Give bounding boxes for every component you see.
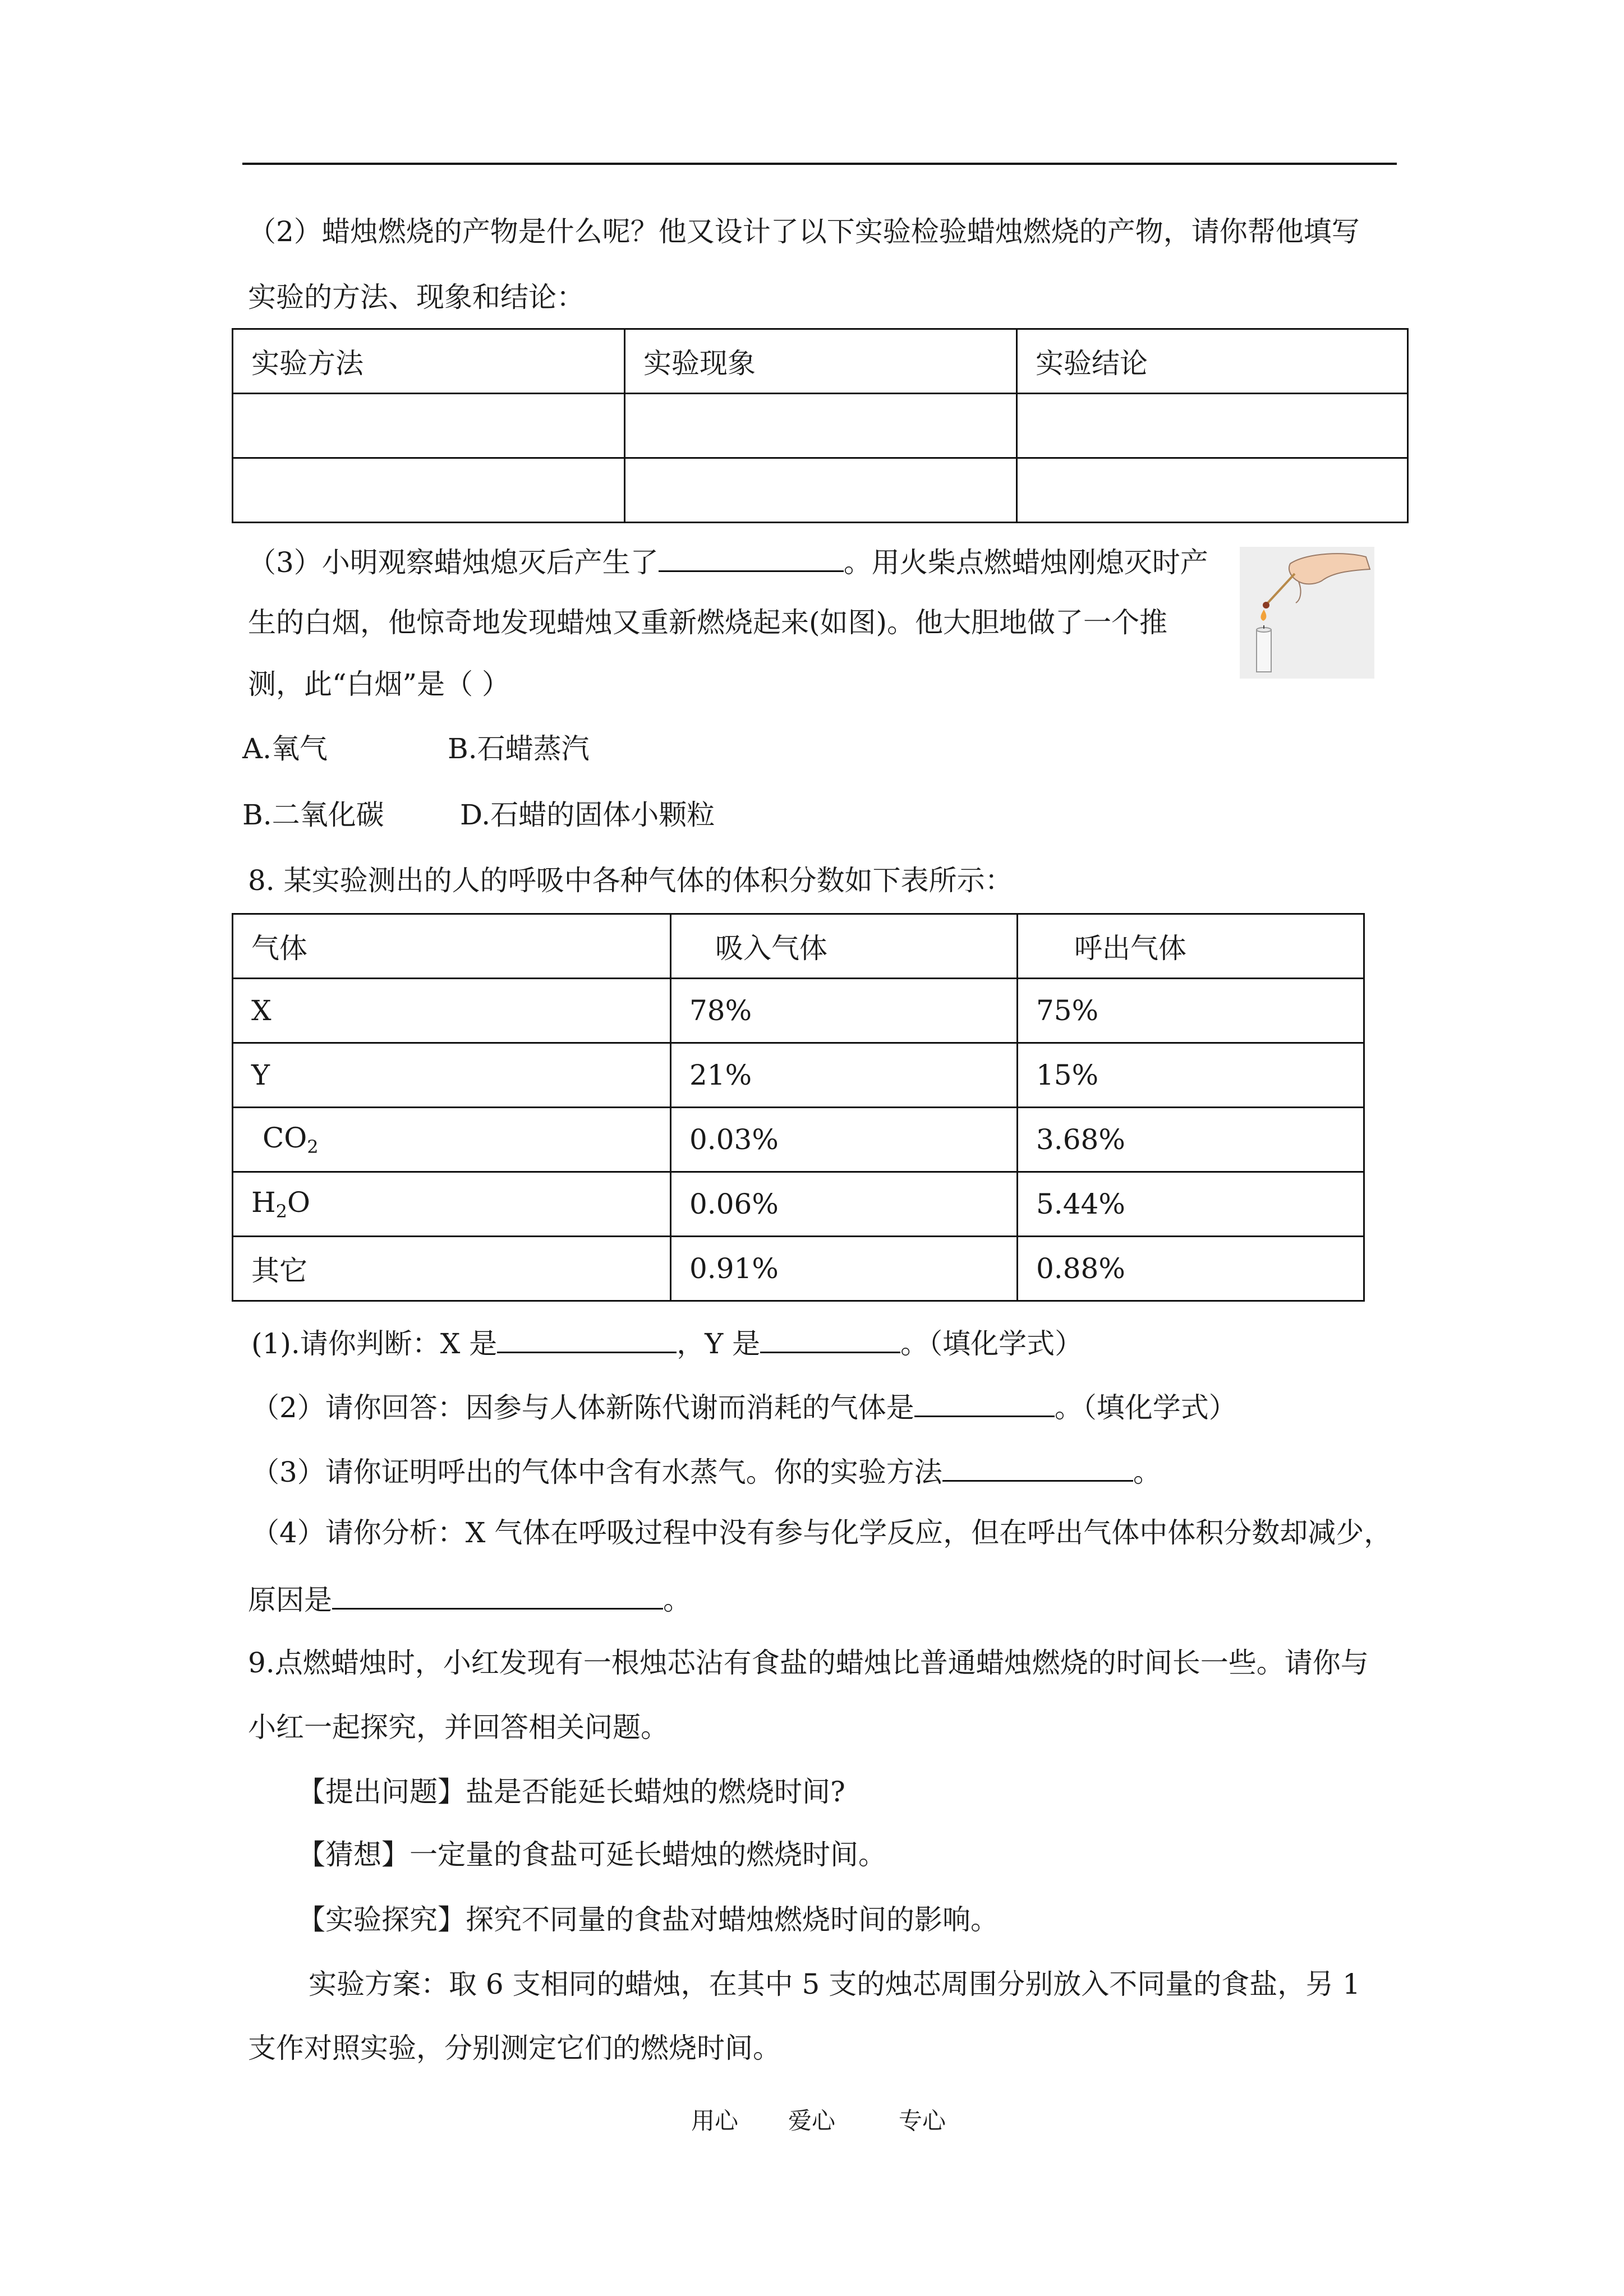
blank-cell	[625, 394, 1017, 458]
header-exhaled: 呼出气体	[1018, 914, 1364, 979]
exhaled-cell: 15%	[1018, 1043, 1364, 1108]
footer-word-1: 用心	[691, 2107, 739, 2134]
blank-cell	[1017, 458, 1408, 523]
q7-3-text-b: 。用火柴点燃蜡烛刚熄灭时产	[843, 546, 1208, 579]
answer-blank	[659, 541, 844, 572]
header-inhaled: 吸入气体	[671, 914, 1018, 979]
footer-word-2: 爱心	[788, 2107, 836, 2134]
q8-p4-line2	[248, 1579, 691, 1620]
q7-3-line2: 生的白烟，他惊奇地发现蜡烛又重新燃烧起来(如图)。他大胆地做了一个推	[248, 606, 1168, 639]
answer-blank	[497, 1322, 677, 1353]
option-c: B.二氧化碳	[242, 799, 384, 831]
answer-blank	[332, 1579, 663, 1610]
option-b: B.石蜡蒸汽	[448, 732, 590, 765]
table-row	[233, 1108, 1364, 1172]
q8-p4-text-a: 原因是	[248, 1584, 332, 1616]
q9-line1: 9.点燃蜡烛时，小红发现有一根烛芯沾有食盐的蜡烛比普通蜡烛燃烧的时间长一些。请你与	[248, 1647, 1369, 1679]
q8-p1-text-a: (1).请你判断：X 是	[251, 1327, 498, 1360]
header-rule	[242, 163, 1397, 165]
header-method: 实验方法	[233, 329, 625, 394]
q8-p4-line1: （4）请你分析：X 气体在呼吸过程中没有参与化学反应，但在呼出气体中体积分数却减少，	[251, 1516, 1392, 1549]
blank-cell	[625, 458, 1017, 523]
q8-p1-text-c: 。（填化学式）	[900, 1327, 1083, 1360]
table-row	[233, 329, 1408, 394]
blank-cell	[233, 458, 625, 523]
exhaled-cell: 75%	[1018, 979, 1364, 1043]
header-conclusion: 实验结论	[1017, 329, 1408, 394]
inhaled-cell: 0.06%	[671, 1172, 1018, 1237]
answer-blank	[760, 1322, 900, 1353]
table-row	[233, 394, 1408, 458]
q8-p1-text-b: ，Y 是	[677, 1327, 761, 1360]
q8-p2	[251, 1386, 1237, 1427]
table-row	[233, 458, 1408, 523]
q7-3-line1	[248, 541, 1208, 582]
table-row	[233, 979, 1364, 1043]
header-gas: 气体	[233, 914, 671, 979]
gas-cell: 其它	[233, 1237, 671, 1301]
candle-relight-icon	[1240, 547, 1374, 679]
gas-cell	[233, 1172, 671, 1237]
table-row	[233, 914, 1364, 979]
breath-gas-table	[232, 913, 1365, 1302]
table-row	[233, 1172, 1364, 1237]
results-table	[232, 328, 1409, 523]
q9-hypothesis: 【猜想】一定量的食盐可延长蜡烛的燃烧时间。	[297, 1838, 886, 1871]
inhaled-cell: 78%	[671, 979, 1018, 1043]
formula-subscript: 2	[307, 1136, 319, 1158]
formula-tail: O	[287, 1186, 310, 1219]
exhaled-cell: 3.68%	[1018, 1108, 1364, 1172]
inhaled-cell: 0.91%	[671, 1237, 1018, 1301]
inhaled-cell: 21%	[671, 1043, 1018, 1108]
gas-cell: Y	[233, 1043, 671, 1108]
q9-line2: 小红一起探究，并回答相关问题。	[248, 1711, 669, 1744]
q7-2-line2: 实验的方法、现象和结论：	[248, 281, 585, 313]
q9-plan-line1: 实验方案：取 6 支相同的蜡烛，在其中 5 支的烛芯周围分别放入不同量的食盐，另 1	[309, 1968, 1360, 2000]
q9-experiment: 【实验探究】探究不同量的食盐对蜡烛燃烧时间的影响。	[297, 1903, 999, 1936]
q8-p2-text-b: 。（填化学式）	[1054, 1391, 1237, 1424]
q7-3-text-a: （3）小明观察蜡烛熄灭后产生了	[248, 546, 659, 579]
option-a: A.氧气	[242, 732, 328, 765]
q8-p4-text-b: 。	[663, 1584, 691, 1616]
q7-2-line1: （2）蜡烛燃烧的产物是什么呢？他又设计了以下实验检验蜡烛燃烧的产物，请你帮他填写	[248, 215, 1360, 248]
q8-p2-text-a: （2）请你回答：因参与人体新陈代谢而消耗的气体是	[251, 1391, 914, 1424]
q8-intro: 8. 某实验测出的人的呼吸中各种气体的体积分数如下表所示：	[248, 864, 1013, 897]
q9-plan-line2: 支作对照实验，分别测定它们的燃烧时间。	[248, 2032, 781, 2064]
formula-main: CO	[263, 1122, 307, 1154]
q9-question: 【提出问题】盐是否能延长蜡烛的燃烧时间?	[297, 1776, 845, 1808]
q8-p1	[251, 1322, 1083, 1363]
header-phenomenon: 实验现象	[625, 329, 1017, 394]
answer-blank	[942, 1451, 1133, 1482]
blank-cell	[1017, 394, 1408, 458]
inhaled-cell: 0.03%	[671, 1108, 1018, 1172]
table-row	[233, 1237, 1364, 1301]
q7-3-line3: 测，此“白烟”是（ ）	[248, 668, 510, 700]
q8-p3	[251, 1451, 1161, 1492]
formula-subscript: 2	[275, 1201, 287, 1222]
gas-cell	[233, 1108, 671, 1172]
exhaled-cell: 0.88%	[1018, 1237, 1364, 1301]
answer-blank	[914, 1386, 1055, 1417]
exhaled-cell: 5.44%	[1018, 1172, 1364, 1237]
q8-p3-text-b: 。	[1133, 1456, 1161, 1488]
option-d: D.石蜡的固体小颗粒	[460, 799, 715, 831]
footer-word-3: 专心	[899, 2107, 946, 2134]
q8-p3-text-a: （3）请你证明呼出的气体中含有水蒸气。你的实验方法	[251, 1456, 942, 1488]
formula-main: H	[251, 1186, 276, 1219]
blank-cell	[233, 394, 625, 458]
table-row	[233, 1043, 1364, 1108]
gas-cell: X	[233, 979, 671, 1043]
candle-illustration	[1240, 547, 1374, 679]
